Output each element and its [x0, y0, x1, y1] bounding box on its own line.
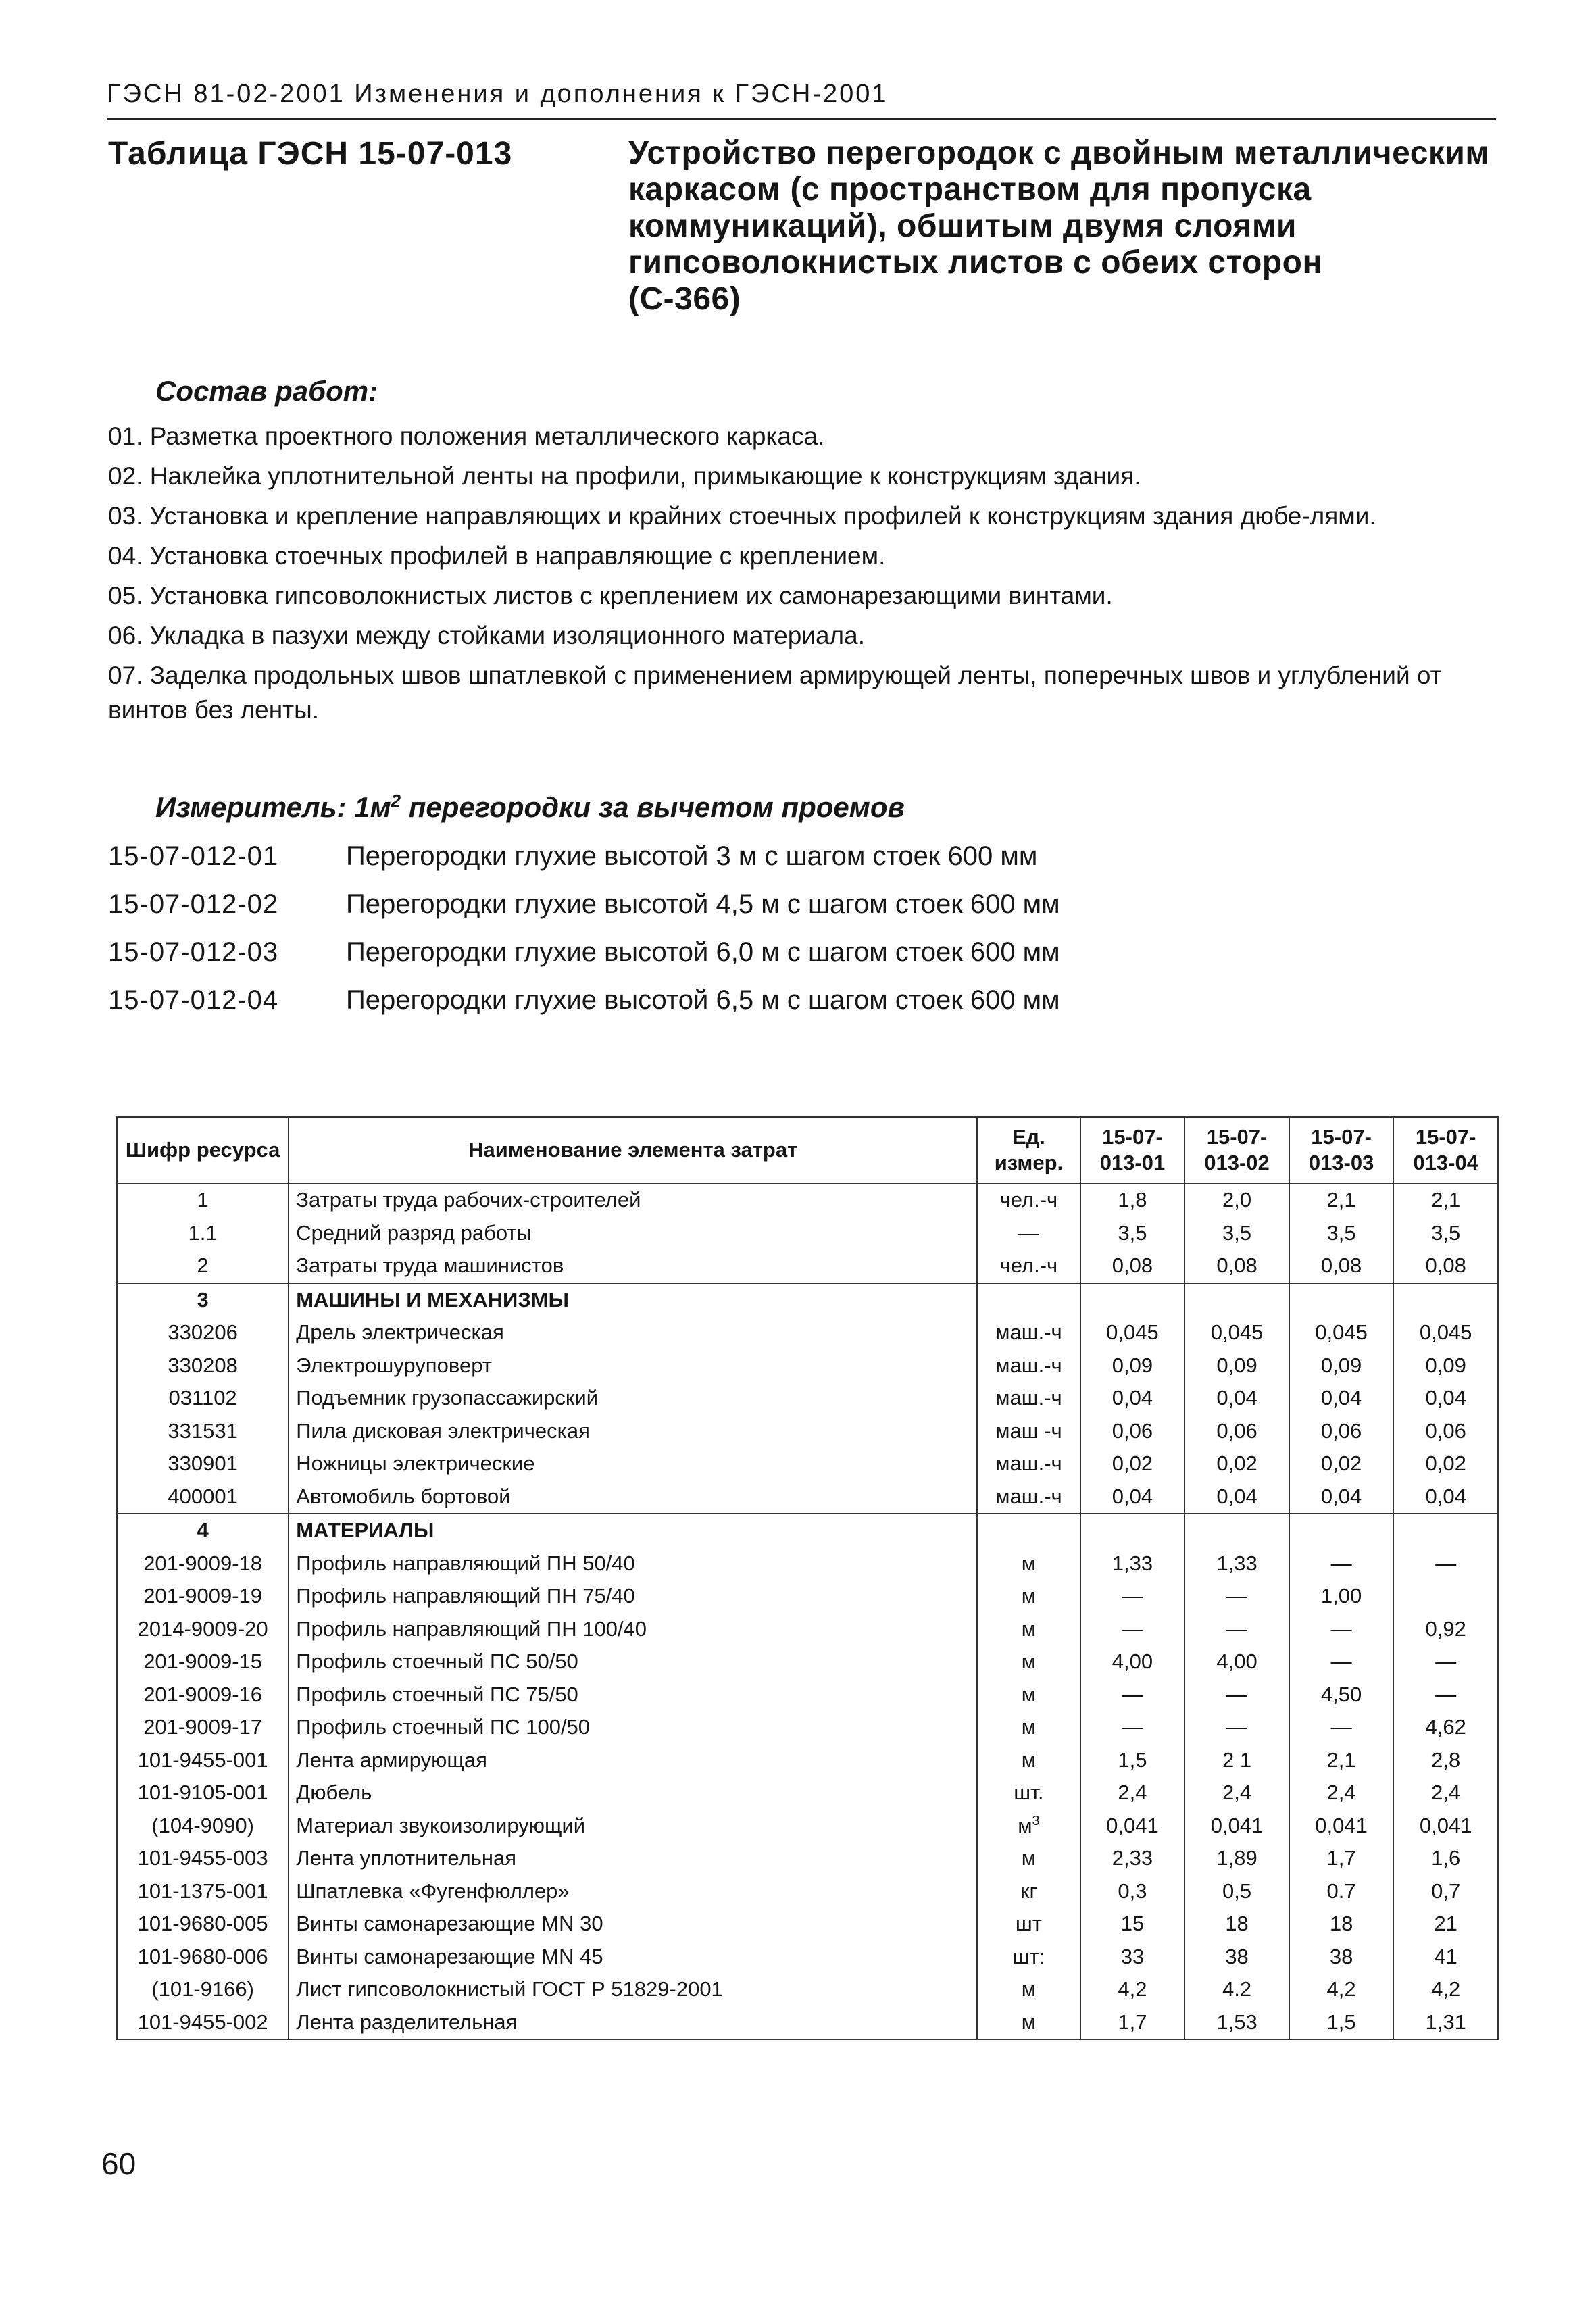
table-label: Таблица ГЭСН 15-07-013: [108, 136, 513, 172]
table-row: [117, 2006, 1498, 2040]
cell-value: 2,1: [1289, 1183, 1394, 1217]
cell-value: 0,041: [1184, 1810, 1289, 1843]
cell-code: 201-9009-17: [117, 1711, 289, 1744]
cell-value: 2,4: [1080, 1776, 1185, 1810]
cell-unit: чел.-ч: [977, 1183, 1080, 1217]
cell-code: (101-9166): [117, 1973, 289, 2006]
cell-value: 0,041: [1080, 1810, 1185, 1843]
cell-value: 2,4: [1184, 1776, 1289, 1810]
work-item: 04. Установка стоечных профилей в направляющие с креплением.: [108, 542, 886, 570]
cell-unit: шт.: [977, 1776, 1080, 1810]
cell-code: 101-9455-003: [117, 1842, 289, 1875]
cell-code: 101-1375-001: [117, 1875, 289, 1908]
cell-value: 0,04: [1289, 1480, 1394, 1514]
cell-value: 0,08: [1184, 1249, 1289, 1283]
cell-code: 1.1: [117, 1217, 289, 1250]
cell-code: 101-9455-002: [117, 2006, 289, 2040]
cell-value: 4,00: [1080, 1645, 1185, 1678]
cell-value: 1,7: [1080, 2006, 1185, 2040]
cell-code: 2: [117, 1249, 289, 1283]
table-title: [628, 135, 1507, 318]
table-row: [117, 1316, 1498, 1349]
table-row: [117, 1480, 1498, 1514]
variant-code: 15-07-012-02: [108, 889, 279, 919]
work-item: 06. Укладка в пазухи между стойками изоляционного материала.: [108, 622, 865, 649]
cell-code: 101-9680-006: [117, 1941, 289, 1974]
table-row: [117, 1217, 1498, 1250]
title-line: гипсоволокнистых листов с обеих сторон: [628, 245, 1322, 280]
work-item: 05. Установка гипсоволокнистых листов с креплением их самонарезающими винтами.: [108, 582, 1113, 609]
cell-value: 21: [1393, 1908, 1498, 1941]
cell-unit: [977, 1283, 1080, 1317]
table-row: [117, 1283, 1498, 1317]
cell-name: Винты самонарезающие MN 45: [289, 1941, 977, 1974]
cell-name: Затраты труда рабочих-строителей: [289, 1183, 977, 1217]
cell-value: —: [1184, 1678, 1289, 1712]
cell-value: [1080, 1514, 1185, 1547]
cell-value: 3,5: [1289, 1217, 1394, 1250]
cell-value: 0.7: [1289, 1875, 1394, 1908]
cell-unit: кг: [977, 1875, 1080, 1908]
cell-value: —: [1184, 1613, 1289, 1646]
running-header: ГЭСН 81-02-2001 Изменения и дополнения к ГЭСН-2001: [107, 80, 889, 108]
work-item: 03. Установка и крепление направляющих и крайних стоечных профилей к конструкциям здания дюбе-лями.: [108, 502, 1376, 530]
cell-name: Средний разряд работы: [289, 1217, 977, 1250]
cell-value: 1,7: [1289, 1842, 1394, 1875]
variants-list: [108, 841, 1060, 1033]
cell-value: 1,00: [1289, 1580, 1394, 1613]
cell-unit: м: [977, 1613, 1080, 1646]
cell-value: 2,33: [1080, 1842, 1185, 1875]
cell-value: 0,06: [1184, 1415, 1289, 1448]
cell-value: —: [1080, 1678, 1185, 1712]
table-row: [117, 1678, 1498, 1712]
table-row: [117, 1415, 1498, 1448]
cell-value: 2,4: [1393, 1776, 1498, 1810]
cell-code: 2014-9009-20: [117, 1613, 289, 1646]
table-row: [117, 1613, 1498, 1646]
title-line: коммуникаций), обшитым двумя слоями: [628, 208, 1297, 244]
cell-value: 0,04: [1080, 1480, 1185, 1514]
variant-text: Перегородки глухие высотой 4,5 м с шагом стоек 600 мм: [346, 889, 1060, 919]
table-row: [117, 1776, 1498, 1810]
cell-code: 330901: [117, 1447, 289, 1480]
work-item: 07. Заделка продольных швов шпатлевкой с применением армирующей ленты, поперечных швов и углублений от винтов без ленты.: [108, 662, 1442, 724]
cell-value: —: [1393, 1645, 1498, 1678]
cell-value: 0,09: [1080, 1349, 1185, 1383]
cell-unit: м: [977, 1973, 1080, 2006]
table-row: [117, 1810, 1498, 1843]
cell-value: 0,92: [1393, 1613, 1498, 1646]
variant-code: 15-07-012-04: [108, 985, 279, 1015]
cell-value: 2,0: [1184, 1183, 1289, 1217]
cell-value: 33: [1080, 1941, 1185, 1974]
cell-name: Профиль направляющий ПН 50/40: [289, 1547, 977, 1580]
cell-value: [1393, 1514, 1498, 1547]
cell-name: Профиль стоечный ПС 50/50: [289, 1645, 977, 1678]
works-list: [108, 419, 1487, 732]
table-row: [117, 1941, 1498, 1974]
cell-value: 0,09: [1393, 1349, 1498, 1383]
variant-code: 15-07-012-03: [108, 937, 279, 967]
cell-value: 2,1: [1289, 1744, 1394, 1777]
table-row: [117, 1514, 1498, 1547]
cell-unit: маш -ч: [977, 1415, 1080, 1448]
cell-code: (104-9090): [117, 1810, 289, 1843]
cell-unit: —: [977, 1217, 1080, 1250]
title-line: каркасом (с пространством для пропуска: [628, 172, 1312, 207]
cell-value: 1,5: [1289, 2006, 1394, 2040]
cell-value: 0,7: [1393, 1875, 1498, 1908]
cell-unit: м: [977, 1711, 1080, 1744]
cell-value: 0,04: [1184, 1382, 1289, 1415]
cell-name: Шпатлевка «Фугенфюллер»: [289, 1875, 977, 1908]
cell-unit: маш.-ч: [977, 1316, 1080, 1349]
cell-name: Профиль направляющий ПН 75/40: [289, 1580, 977, 1613]
cell-value: [1184, 1514, 1289, 1547]
cell-unit: чел.-ч: [977, 1249, 1080, 1283]
work-item: 02. Наклейка уплотнительной ленты на профили, примыкающие к конструкциям здания.: [108, 462, 1141, 490]
cell-value: 3,5: [1184, 1217, 1289, 1250]
cell-code: 201-9009-18: [117, 1547, 289, 1580]
table-row: [117, 1744, 1498, 1777]
izmeritel-suffix: перегородки за вычетом проемов: [401, 791, 905, 823]
cell-value: 2,1: [1393, 1183, 1498, 1217]
cell-value: 0,09: [1289, 1349, 1394, 1383]
title-line: (С-366): [628, 281, 741, 317]
cell-name: Автомобиль бортовой: [289, 1480, 977, 1514]
cell-value: 15: [1080, 1908, 1185, 1941]
cell-value: 0,3: [1080, 1875, 1185, 1908]
cell-value: 1,31: [1393, 2006, 1498, 2040]
cell-unit: [977, 1810, 1080, 1843]
variant-row: [108, 889, 1060, 937]
cell-unit: м: [977, 1678, 1080, 1712]
cell-value: 1,6: [1393, 1842, 1498, 1875]
cell-value: 2 1: [1184, 1744, 1289, 1777]
izmeritel-sup: 2: [391, 791, 401, 811]
cell-name: Винты самонарезающие MN 30: [289, 1908, 977, 1941]
cell-code: 201-9009-16: [117, 1678, 289, 1712]
cell-value: 4,2: [1289, 1973, 1394, 2006]
unit-sup: 3: [1032, 1813, 1040, 1828]
variant-text: Перегородки глухие высотой 6,0 м с шагом стоек 600 мм: [346, 937, 1060, 967]
header-v4: 15-07-013-04: [1393, 1117, 1498, 1183]
cell-name: МАШИНЫ И МЕХАНИЗМЫ: [289, 1283, 977, 1317]
cell-unit: м: [977, 1645, 1080, 1678]
cell-value: 4,62: [1393, 1711, 1498, 1744]
cell-unit: м: [977, 1547, 1080, 1580]
cell-value: —: [1393, 1547, 1498, 1580]
cell-value: 0,041: [1289, 1810, 1394, 1843]
cell-value: 0,02: [1080, 1447, 1185, 1480]
header-code: Шифр ресурса: [117, 1117, 289, 1183]
cell-code: 330206: [117, 1316, 289, 1349]
table-row: [117, 1249, 1498, 1283]
cell-code: 101-9105-001: [117, 1776, 289, 1810]
cell-value: —: [1393, 1678, 1498, 1712]
cell-value: 38: [1184, 1941, 1289, 1974]
variant-row: [108, 841, 1060, 889]
cell-value: 0,045: [1184, 1316, 1289, 1349]
cell-code: 330208: [117, 1349, 289, 1383]
cell-name: Дюбель: [289, 1776, 977, 1810]
cell-code: 101-9455-001: [117, 1744, 289, 1777]
table-row: [117, 1183, 1498, 1217]
variant-text: Перегородки глухие высотой 3 м с шагом стоек 600 мм: [346, 841, 1038, 871]
cell-value: —: [1184, 1580, 1289, 1613]
cell-value: [1393, 1283, 1498, 1317]
cell-value: 1,33: [1184, 1547, 1289, 1580]
cell-code: 031102: [117, 1382, 289, 1415]
cell-value: —: [1289, 1711, 1394, 1744]
cell-value: 0,08: [1289, 1249, 1394, 1283]
cell-value: 0,04: [1393, 1382, 1498, 1415]
table-row: [117, 1842, 1498, 1875]
page-number: 60: [101, 2146, 136, 2181]
variant-row: [108, 985, 1060, 1033]
cell-unit: м: [977, 1580, 1080, 1613]
cell-name: Лист гипсоволокнистый ГОСТ Р 51829-2001: [289, 1973, 977, 2006]
cell-code: 201-9009-19: [117, 1580, 289, 1613]
cell-unit: маш.-ч: [977, 1349, 1080, 1383]
cell-value: 2,4: [1289, 1776, 1394, 1810]
header-rule: [107, 118, 1496, 120]
cell-value: —: [1080, 1613, 1185, 1646]
cell-name: Пила дисковая электрическая: [289, 1415, 977, 1448]
resource-table: [116, 1116, 1499, 2040]
cell-name: Электрошуруповерт: [289, 1349, 977, 1383]
cell-value: [1289, 1514, 1394, 1547]
cell-value: 0,06: [1289, 1415, 1394, 1448]
table-body: [117, 1183, 1498, 2039]
cell-value: 0,045: [1393, 1316, 1498, 1349]
cell-unit: шт: [977, 1908, 1080, 1941]
cell-value: 0,045: [1289, 1316, 1394, 1349]
cell-unit: [977, 1514, 1080, 1547]
cell-name: Дрель электрическая: [289, 1316, 977, 1349]
cell-value: 1,89: [1184, 1842, 1289, 1875]
cell-value: 0,06: [1080, 1415, 1185, 1448]
cell-value: 0,02: [1393, 1447, 1498, 1480]
header-v3: 15-07-013-03: [1289, 1117, 1394, 1183]
table-row: [117, 1973, 1498, 2006]
cell-code: 400001: [117, 1480, 289, 1514]
cell-name: Профиль стоечный ПС 75/50: [289, 1678, 977, 1712]
cell-value: 41: [1393, 1941, 1498, 1974]
cell-value: 2,8: [1393, 1744, 1498, 1777]
cell-value: 0,09: [1184, 1349, 1289, 1383]
cell-value: 4,00: [1184, 1645, 1289, 1678]
cell-value: [1184, 1283, 1289, 1317]
cell-code: 331531: [117, 1415, 289, 1448]
cell-unit: м: [977, 2006, 1080, 2040]
cell-value: 0,041: [1393, 1810, 1498, 1843]
cell-value: [1289, 1283, 1394, 1317]
cell-name: Затраты труда машинистов: [289, 1249, 977, 1283]
cell-value: 0,04: [1080, 1382, 1185, 1415]
cell-name: Профиль стоечный ПС 100/50: [289, 1711, 977, 1744]
header-v1: 15-07-013-01: [1080, 1117, 1185, 1183]
variant-text: Перегородки глухие высотой 6,5 м с шагом стоек 600 мм: [346, 985, 1060, 1015]
cell-value: 0,06: [1393, 1415, 1498, 1448]
cell-value: 1,33: [1080, 1547, 1185, 1580]
table-row: [117, 1908, 1498, 1941]
cell-value: 0,02: [1184, 1447, 1289, 1480]
cell-value: —: [1289, 1645, 1394, 1678]
cell-code: 101-9680-005: [117, 1908, 289, 1941]
cell-value: 18: [1184, 1908, 1289, 1941]
cell-value: [1393, 1580, 1498, 1613]
cell-value: 0,08: [1393, 1249, 1498, 1283]
cell-name: Лента уплотнительная: [289, 1842, 977, 1875]
izmeritel-prefix: Измеритель: 1м: [155, 791, 391, 823]
cell-code: 1: [117, 1183, 289, 1217]
cell-unit: маш.-ч: [977, 1480, 1080, 1514]
sostav-heading: Состав работ:: [155, 375, 378, 407]
cell-name: Лента армирующая: [289, 1744, 977, 1777]
cell-value: 38: [1289, 1941, 1394, 1974]
header-name: Наименование элемента затрат: [289, 1117, 977, 1183]
cell-name: Материал звукоизолирующий: [289, 1810, 977, 1843]
cell-value: —: [1080, 1580, 1185, 1613]
cell-value: 4,2: [1393, 1973, 1498, 2006]
cell-unit: маш.-ч: [977, 1447, 1080, 1480]
table-row: [117, 1711, 1498, 1744]
cell-value: —: [1289, 1547, 1394, 1580]
cell-unit: маш.-ч: [977, 1382, 1080, 1415]
variant-code: 15-07-012-01: [108, 841, 279, 871]
table-row: [117, 1875, 1498, 1908]
cell-value: 0,045: [1080, 1316, 1185, 1349]
cell-code: 201-9009-15: [117, 1645, 289, 1678]
cell-value: 4,50: [1289, 1678, 1394, 1712]
cell-value: [1080, 1283, 1185, 1317]
cell-value: 0,08: [1080, 1249, 1185, 1283]
work-item: 01. Разметка проектного положения металлического каркаса.: [108, 422, 825, 450]
table-row: [117, 1580, 1498, 1613]
cell-unit: м: [977, 1842, 1080, 1875]
unit-base: м: [1018, 1813, 1032, 1837]
cell-value: 18: [1289, 1908, 1394, 1941]
header-v2: 15-07-013-02: [1184, 1117, 1289, 1183]
cell-value: 3,5: [1080, 1217, 1185, 1250]
cell-value: 3,5: [1393, 1217, 1498, 1250]
izmeritel-heading: [155, 791, 905, 824]
cell-value: 1,53: [1184, 2006, 1289, 2040]
cell-unit: м: [977, 1744, 1080, 1777]
table-row: [117, 1645, 1498, 1678]
cell-value: 0,04: [1184, 1480, 1289, 1514]
cell-value: —: [1184, 1711, 1289, 1744]
title-line: Устройство перегородок с двойным металлическим: [628, 135, 1490, 171]
cell-value: —: [1289, 1613, 1394, 1646]
cell-unit: шт:: [977, 1941, 1080, 1974]
cell-name: Подъемник грузопассажирский: [289, 1382, 977, 1415]
cell-value: 0,02: [1289, 1447, 1394, 1480]
cell-value: 4,2: [1080, 1973, 1185, 2006]
table-row: [117, 1382, 1498, 1415]
table-row: [117, 1447, 1498, 1480]
cell-code: 4: [117, 1514, 289, 1547]
cell-value: —: [1080, 1711, 1185, 1744]
variant-row: [108, 937, 1060, 985]
cell-name: Лента разделительная: [289, 2006, 977, 2040]
cell-code: 3: [117, 1283, 289, 1317]
cell-name: Профиль направляющий ПН 100/40: [289, 1613, 977, 1646]
table-header-row: [117, 1117, 1498, 1183]
table-row: [117, 1349, 1498, 1383]
cell-name: МАТЕРИАЛЫ: [289, 1514, 977, 1547]
cell-value: 0,04: [1393, 1480, 1498, 1514]
table-row: [117, 1547, 1498, 1580]
cell-value: 1,8: [1080, 1183, 1185, 1217]
cell-value: 4.2: [1184, 1973, 1289, 2006]
cell-value: 0,04: [1289, 1382, 1394, 1415]
cell-name: Ножницы электрические: [289, 1447, 977, 1480]
cell-value: 1,5: [1080, 1744, 1185, 1777]
cell-value: 0,5: [1184, 1875, 1289, 1908]
header-unit: Ед. измер.: [977, 1117, 1080, 1183]
